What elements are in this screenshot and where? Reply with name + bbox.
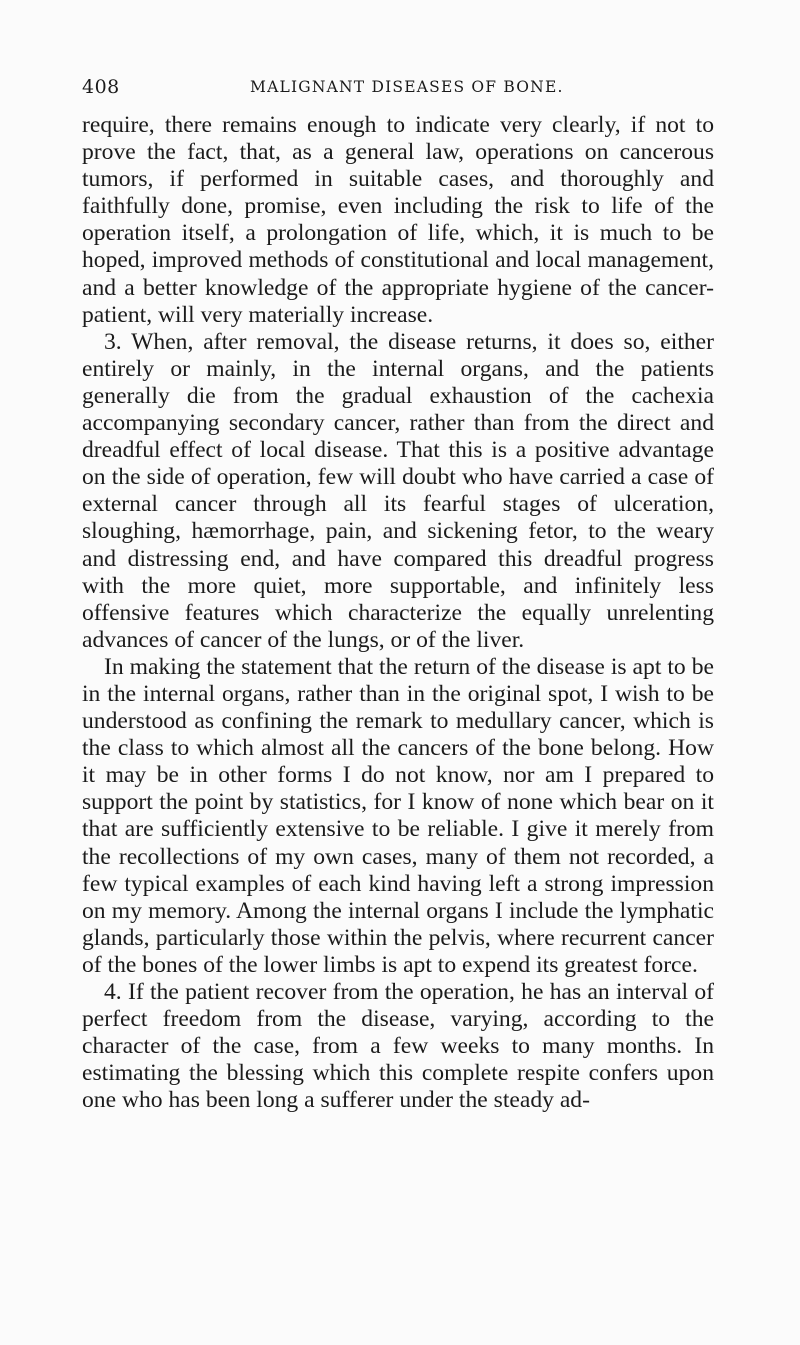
- paragraph-point-3: 3. When, after removal, the disease returns, it does so, either entirely or mainly, in the internal organs, and the patients generally die from the gradual exhaustion of the cachexia accompanying secondary cancer, rather than from the direct and dreadful effect of local disease. That this is a positive advantage on the side of operation, few will doubt who have carried a case of external cancer through all its fearful stages of ulceration, sloughing, hæmorrhage, pain, and sickening fetor, to the weary and distressing end, and have compared this dreadful progress with the more quiet, more supportable, and infinitely less offensive features which characterize the equally unrelenting advances of cancer of the lungs, or of the liver.: [82, 328, 714, 653]
- page-number: 408: [82, 76, 120, 98]
- paragraph-continuation: require, there remains enough to indicate very clearly, if not to prove the fact, that, as a general law, operations on cancerous tumors, if performed in suitable cases, and thoroughly and faithfully done, promise, even including the risk to life of the operation itself, a prolongation of life, which, it is much to be hoped, improved methods of constitutional and local management, and a better knowledge of the appropriate hygiene of the cancer-patient, will very materially increase.: [82, 112, 714, 328]
- running-title: MALIGNANT DISEASES OF BONE.: [250, 78, 564, 96]
- running-head: [82, 76, 714, 100]
- paragraph-point-4: 4. If the patient recover from the operation, he has an interval of perfect freedom from the disease, varying, according to the character of the case, from a few weeks to many months. In estimating the blessing which this complete respite confers upon one who has been long a sufferer under the steady ad-: [82, 979, 714, 1114]
- body-text: [82, 112, 714, 1114]
- paragraph-return-of-disease: In making the statement that the return of the disease is apt to be in the internal organs, rather than in the original spot, I wish to be understood as confining the remark to medullary cancer, which is the class to which almost all the cancers of the bone belong. How it may be in other forms I do not know, nor am I prepared to support the point by statistics, for I know of none which bear on it that are sufficiently extensive to be reliable. I give it merely from the recollections of my own cases, many of them not recorded, a few typical examples of each kind having left a strong impression on my memory. Among the internal organs I include the lymphatic glands, particularly those within the pelvis, where recurrent cancer of the bones of the lower limbs is apt to expend its greatest force.: [82, 653, 714, 978]
